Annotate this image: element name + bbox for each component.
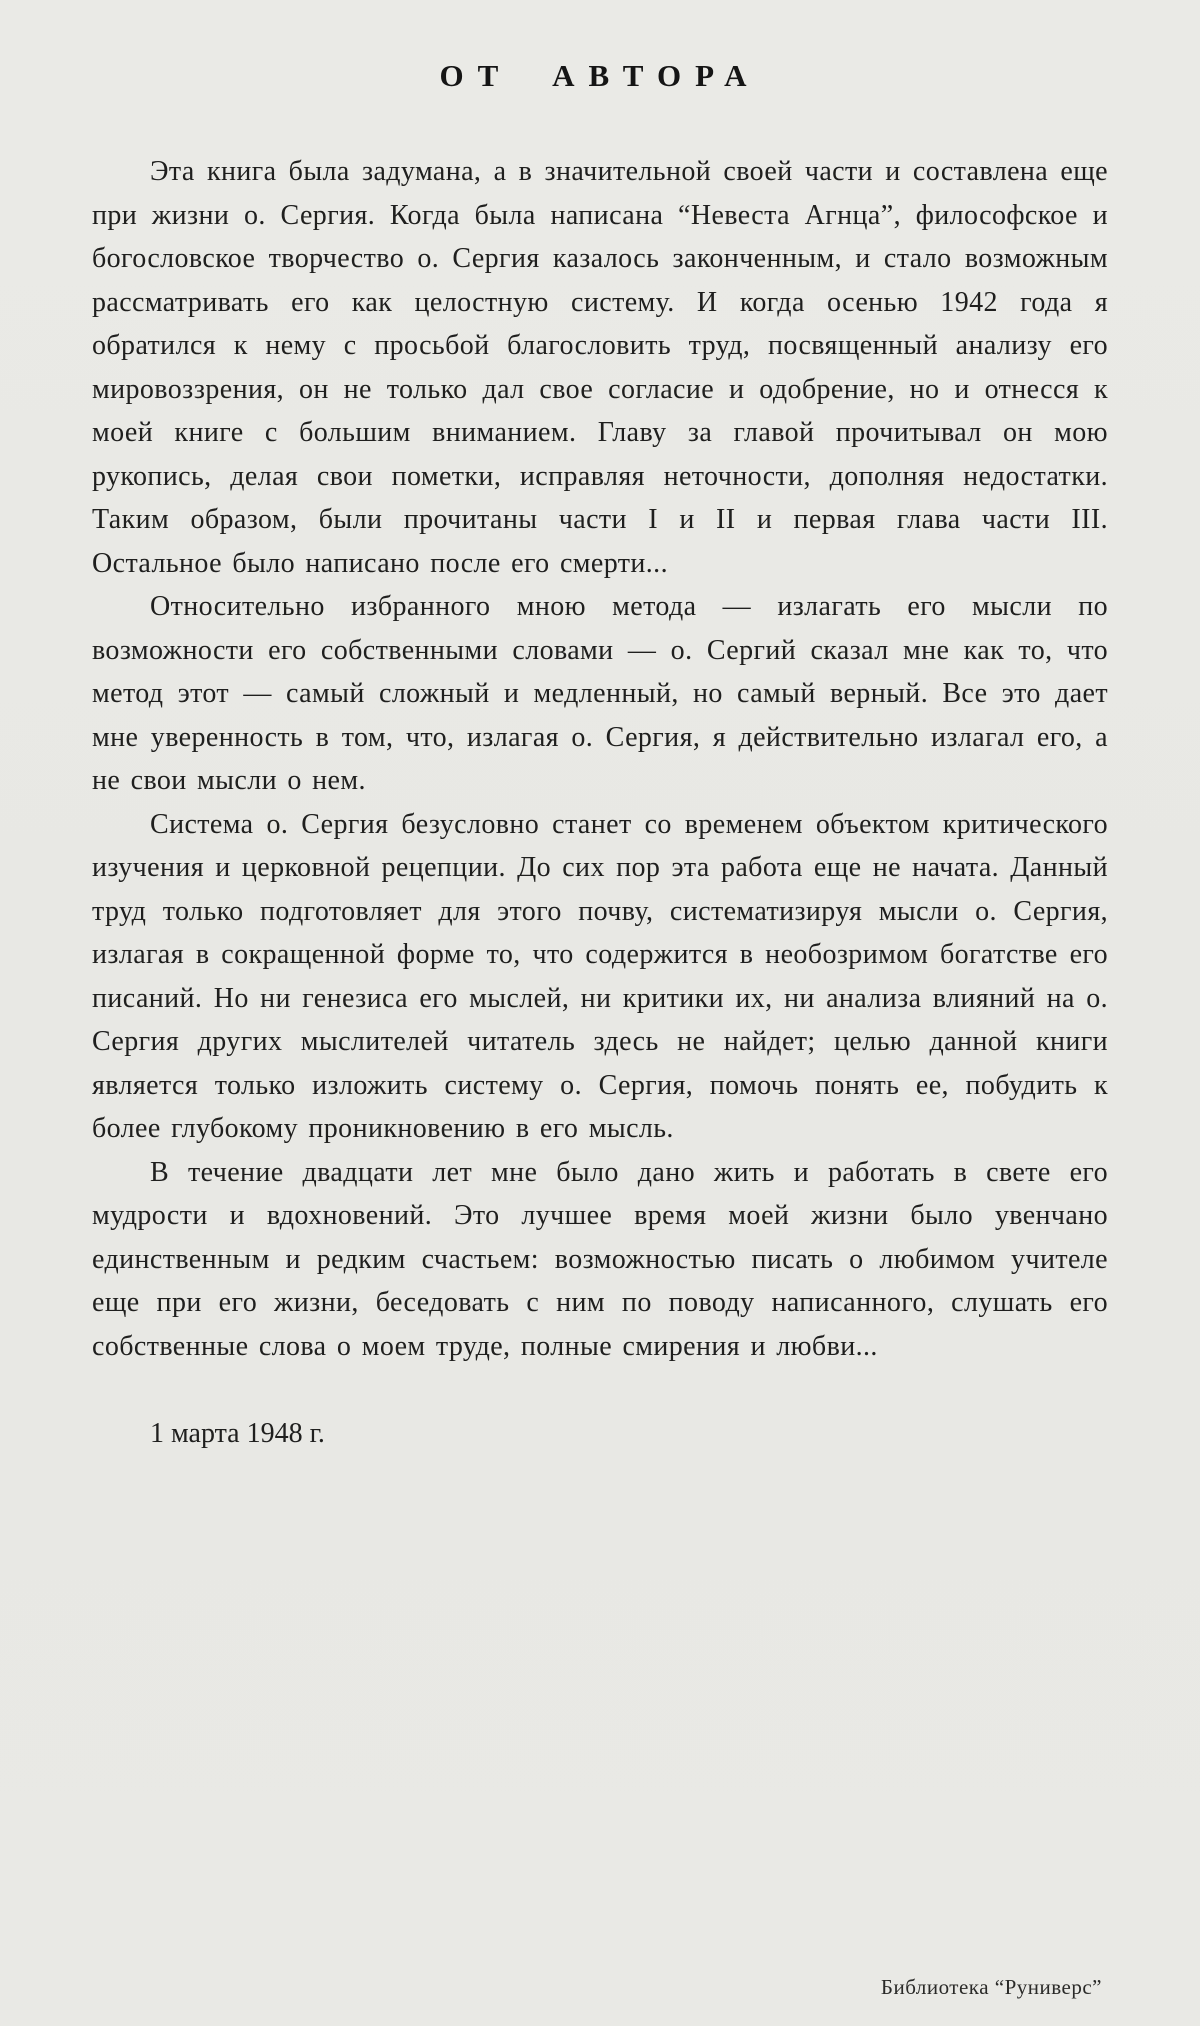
paragraph-1: Эта книга была задумана, а в значительной своей части и составлена еще при жизни о. Сергия. Когда была написана “Невеста Агнца”, философское и богословское творчество о. Сергия казалось законченным, и стало возможным рассматривать его как целостную систему. И когда осенью 1942 года я обратился к нему с просьбой благословить труд, посвященный анализу его мировоззрения, он не только дал свое согласие и одобрение, но и отнесся к моей книге с большим вниманием. Главу за главой прочитывал он мою рукопись, делая свои пометки, исправляя неточности, дополняя недостатки. Таким образом, были прочитаны части I и II и первая глава части III. Остальное было написано после его смерти... bbox=[92, 156, 1108, 579]
date-line: 1 марта 1948 г. bbox=[150, 1418, 325, 1449]
paragraph-3: Система о. Сергия безусловно станет со временем объектом критического изучения и церковной рецепции. До сих пор эта работа еще не начата. Данный труд только подготовляет для этого почву, систематизируя мысли о. Сергия, излагая в сокращенной форме то, что содержится в необозримом богатстве его писаний. Но ни генезиса его мыслей, ни критики их, ни анализа влияний на о. Сергия других мыслителей читатель здесь не найдет; целью данной книги является только изложить систему о. Сергия, помочь понять ее, побудить к более глубокому проникновению в его мысль. bbox=[92, 808, 1108, 1144]
page-title: ОТ АВТОРА bbox=[439, 58, 761, 93]
paragraph-2: Относительно избранного мною метода — излагать его мысли по возможности его собственными словами — о. Сергий сказал мне как то, что метод этот — самый сложный и медленный, но самый верный. Все это дает мне уверенность в том, что, излагая о. Сергия, я действительно излагал его, а не свои мысли о нем. bbox=[92, 591, 1108, 796]
body-text bbox=[92, 150, 1108, 1368]
paragraph-4: В течение двадцати лет мне было дано жить и работать в свете его мудрости и вдохновений. Это лучшее время моей жизни было увенчано единственным и редким счастьем: возможностью писать о любимом учителе еще при его жизни, беседовать с ним по поводу написанного, слушать его собственные слова о моем труде, полные смирения и любви... bbox=[92, 1156, 1108, 1362]
library-watermark: Библиотека “Руниверс” bbox=[880, 1975, 1102, 1999]
